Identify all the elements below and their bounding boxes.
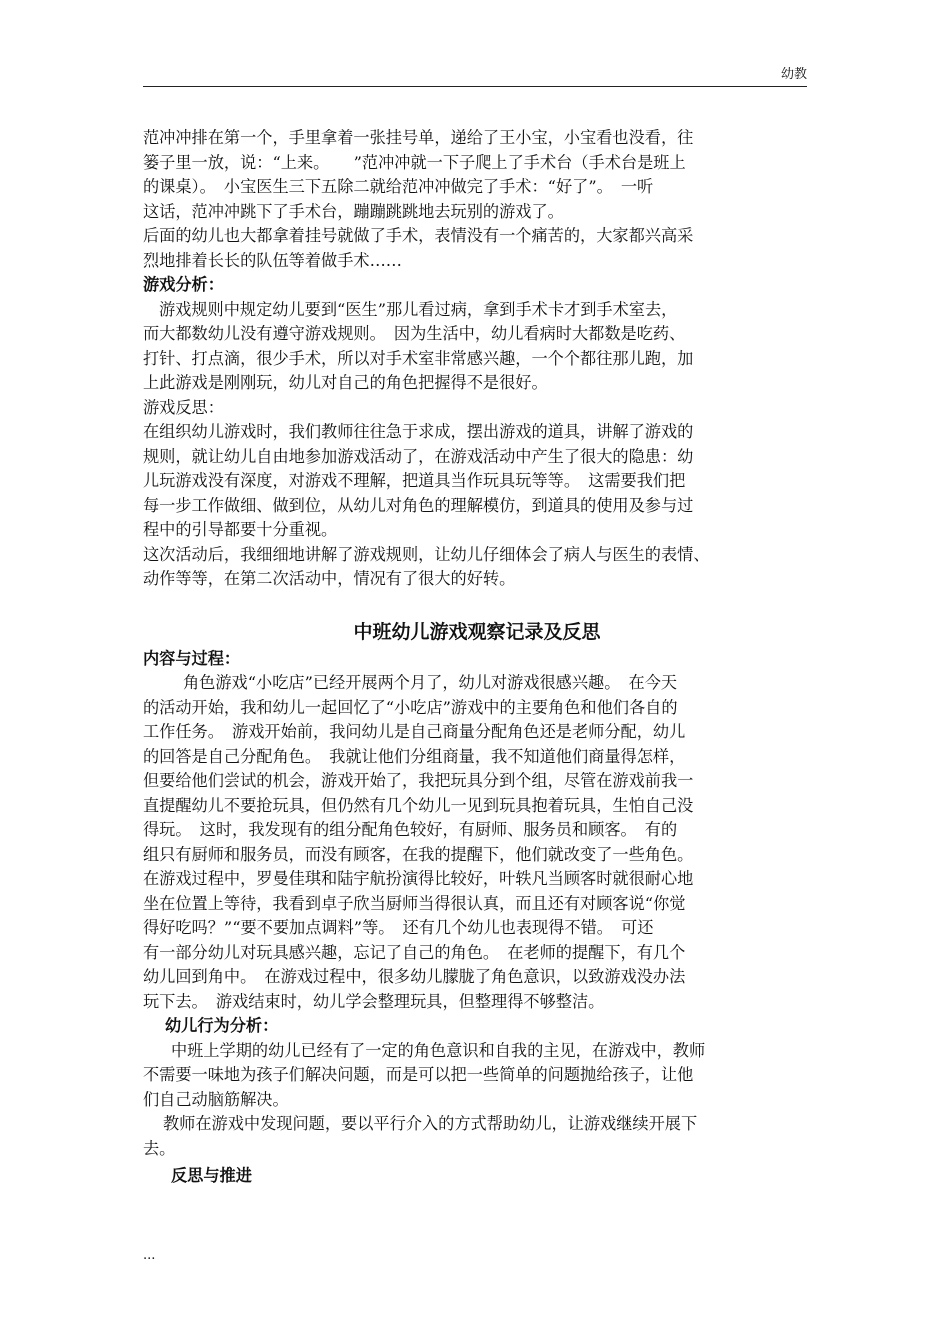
paragraph-line: 上此游戏是刚刚玩，幼儿对自己的角色把握得不是很好。 (143, 373, 548, 392)
paragraph-line: 不需要一味地为孩子们解决问题，而是可以把一些简单的问题抛给孩子，让他 (143, 1065, 694, 1084)
paragraph-line: 们自己动脑筋解决。 (143, 1089, 289, 1109)
paragraph-line: 在游戏过程中，罗曼佳琪和陆宇航扮演得比较好，叶轶凡当顾客时就很耐心地 (143, 869, 694, 888)
paragraph-line: 角色游戏“小吃店”已经开展两个月了，幼儿对游戏很感兴趣。 在今天 (183, 673, 678, 692)
paragraph-line: 的活动开始，我和幼儿一起回忆了“小吃店”游戏中的主要角色和他们各自的 (143, 697, 678, 717)
paragraph-line: 在组织幼儿游戏时，我们教师往往急于求成，摆出游戏的道具，讲解了游戏的 (143, 422, 694, 441)
promote-heading: 反思与推进 (171, 1166, 252, 1185)
paragraph-line: 坐在位置上等待，我看到卓子欣当厨师当得很认真，而且还有对顾客说“你觉 (143, 893, 686, 913)
paragraph-line: 烈地排着长长的队伍等着做手术…… (143, 250, 402, 270)
paragraph-line: 幼儿回到角中。 在游戏过程中，很多幼儿朦胧了角色意识，以致游戏没办法 (143, 967, 686, 986)
paragraph-line: 范冲冲排在第一个，手里拿着一张挂号单，递给了王小宝，小宝看也没看，往 (143, 128, 694, 147)
paragraph-line: 的回答是自己分配角色。 我就让他们分组商量，我不知道他们商量得怎样， (143, 746, 686, 766)
paragraph-line: 每一步工作做细、做到位，从幼儿对角色的理解模仿，到道具的使用及参与过 (143, 495, 694, 515)
paragraph-line: 的课桌）。 小宝医生三下五除二就给范冲冲做完了手术：“好了”。 一听 (143, 177, 654, 196)
document-body (143, 126, 813, 1189)
paragraph-line: 玩下去。 游戏结束时，幼儿学会整理玩具，但整理得不够整洁。 (143, 991, 605, 1011)
analysis-heading: 游戏分析： (143, 275, 224, 294)
paragraph-line: 游戏规则中规定幼儿要到“医生”那儿看过病，拿到手术卡才到手术室去， (159, 299, 678, 319)
paragraph-line: 这话，范冲冲跳下了手术台，蹦蹦跳跳地去玩别的游戏了。 (143, 201, 564, 221)
paragraph-line: 儿玩游戏没有深度，对游戏不理解，把道具当作玩具玩等等。 这需要我们把 (143, 471, 686, 490)
paragraph-line: 去。 (143, 1138, 176, 1158)
reflection-heading: 游戏反思： (143, 397, 224, 417)
paragraph-line: 动作等等，在第二次活动中，情况有了很大的好转。 (143, 569, 516, 588)
content-heading: 内容与过程： (143, 648, 241, 668)
paragraph-line: 得玩。 这时，我发现有的组分配角色较好，有厨师、服务员和顾客。 有的 (143, 820, 678, 839)
paragraph-line: 组只有厨师和服务员，而没有顾客，在我的提醒下，他们就改变了一些角色。 (143, 844, 694, 864)
paragraph-line: 中班上学期的幼儿已经有了一定的角色意识和自我的主见，在游戏中，教师 (171, 1040, 706, 1060)
page-header (143, 66, 807, 87)
paragraph-line: 直提醒幼儿不要抢玩具，但仍然有几个幼儿一见到玩具抱着玩具，生怕自己没 (143, 795, 694, 815)
paragraph-line: 教师在游戏中发现问题，要以平行介入的方式帮助幼儿，让游戏继续开展下 (163, 1114, 698, 1133)
paragraph-line: 但要给他们尝试的机会，游戏开始了，我把玩具分到个组，尽管在游戏前我一 (143, 771, 694, 790)
paragraph-line: 有一部分幼儿对玩具感兴趣，忘记了自己的角色。 在老师的提醒下，有几个 (143, 942, 686, 962)
page-footer-ellipsis: ... (143, 1248, 156, 1263)
section-middle-class-record (143, 620, 813, 1189)
paragraph-line: 篓子里一放，说：“上来。 ”范冲冲就一下子爬上了手术台（手术台是班上 (143, 152, 686, 172)
paragraph-line: 工作任务。 游戏开始前，我问幼儿是自己商量分配角色还是老师分配，幼儿 (143, 722, 686, 741)
document-title: 中班幼儿游戏观察记录及反思 (353, 620, 601, 643)
paragraph-line: 这次活动后，我细细地讲解了游戏规则，让幼儿仔细体会了病人与医生的表情、 (143, 544, 710, 564)
paragraph-line: 后面的幼儿也大都拿着挂号就做了手术，表情没有一个痛苦的，大家都兴高采 (143, 226, 694, 245)
paragraph-line: 而大都数幼儿没有遵守游戏规则。 因为生活中，幼儿看病时大都数是吃药、 (143, 324, 686, 343)
paragraph-line: 得好吃吗？”“要不要加点调料”等。 还有几个幼儿也表现得不错。 可还 (143, 918, 654, 937)
paragraph-line: 打针、打点滴，很少手术，所以对手术室非常感兴趣，一个个都往那儿跑，加 (143, 348, 694, 368)
header-label: 幼教 (780, 67, 807, 82)
section-observation-end (143, 126, 813, 592)
paragraph-line: 程中的引导都要十分重视。 (143, 520, 338, 539)
behavior-heading: 幼儿行为分析： (165, 1016, 279, 1035)
paragraph-line: 规则，就让幼儿自由地参加游戏活动了，在游戏活动中产生了很大的隐患：幼 (143, 446, 694, 466)
